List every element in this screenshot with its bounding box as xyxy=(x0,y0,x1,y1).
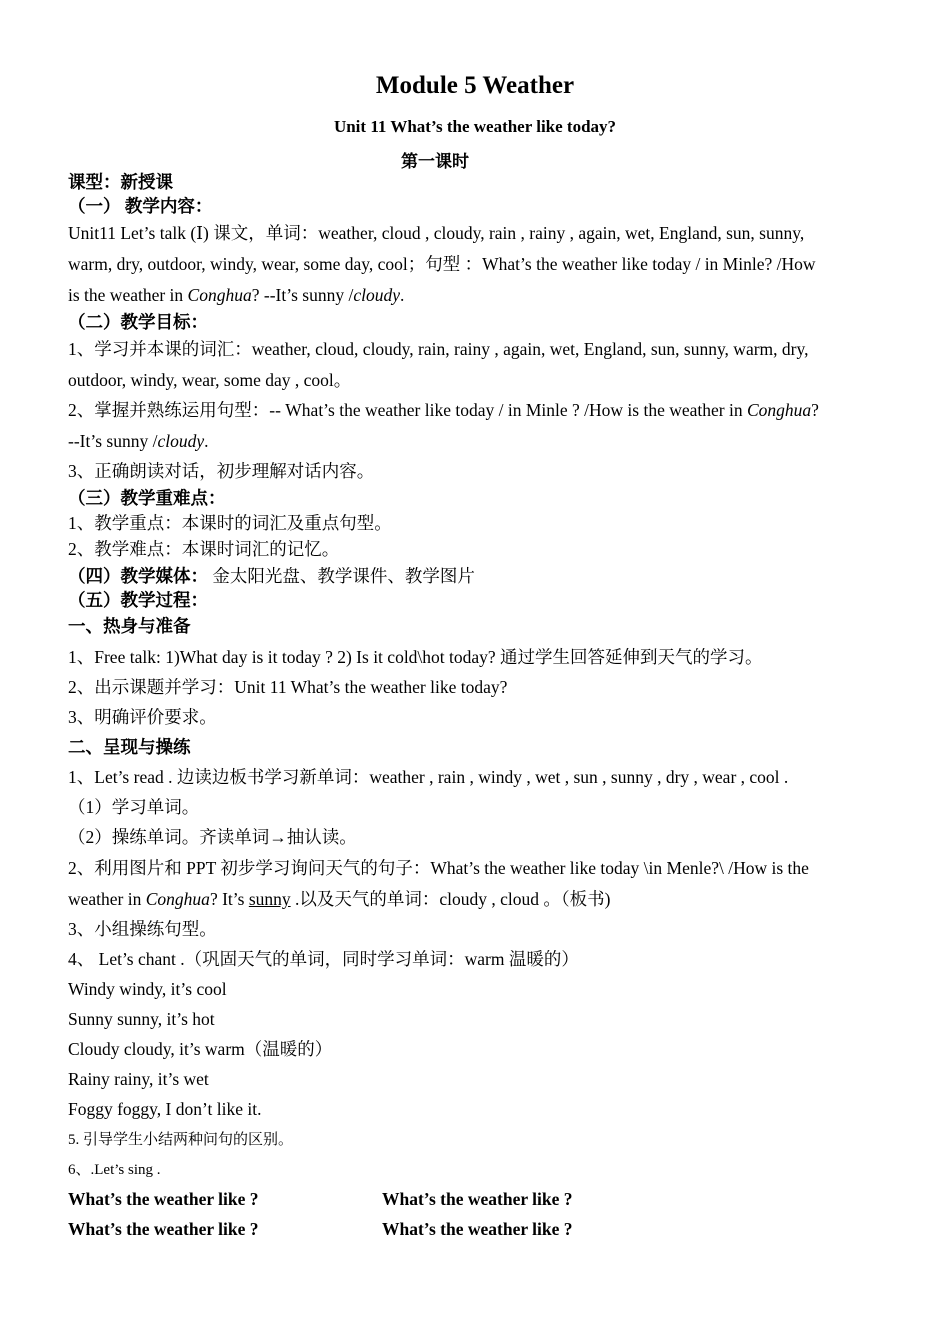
content-line: 1、Let’s read . 边读边板书学习新单词：weather , rain , windy , wet , sun , sunny , dry , wear , cool . xyxy=(68,767,789,787)
song-line: What’s the weather like ? xyxy=(68,1189,259,1209)
lesson-label: 第一课时 xyxy=(401,152,469,171)
song-line: What’s the weather like ? xyxy=(382,1219,573,1239)
section-heading: （五）教学过程： xyxy=(68,590,208,610)
section-heading: （一） 教学内容： xyxy=(68,196,213,216)
content-line: 2、教学难点：本课时词汇的记忆。 xyxy=(68,539,340,559)
content-line: 3、正确朗读对话，初步理解对话内容。 xyxy=(68,461,375,481)
module-title: Module 5 Weather xyxy=(375,72,575,99)
content-line: 3、小组操练句型。 xyxy=(68,919,217,939)
content-line: 2、利用图片和 PPT 初步学习询问天气的句子：What’s the weather like today \in Menle?\ /How is the xyxy=(68,858,809,878)
section-heading: （二）教学目标： xyxy=(68,312,208,332)
content-line: 2、出示课题并学习：Unit 11 What’s the weather like today? xyxy=(68,677,508,697)
content-line: outdoor, windy, wear, some day , cool。 xyxy=(68,370,352,390)
song-line: What’s the weather like ? xyxy=(382,1189,573,1209)
content-line: 2、掌握并熟练运用句型：-- What’s the weather like today / in Minle ? /How is the weather in Conghua? xyxy=(68,400,819,420)
content-line: --It’s sunny /cloudy. xyxy=(68,431,209,451)
chant-line: Windy windy, it’s cool xyxy=(68,979,227,999)
content-line: 1、教学重点：本课时的词汇及重点句型。 xyxy=(68,513,392,533)
content-line: warm, dry, outdoor, windy, wear, some day, cool；句型 ：What’s the weather like today / in Minle? /How xyxy=(68,254,816,274)
content-line: （2）操练单词。齐读单词→抽认读。 xyxy=(68,827,357,847)
section-heading: （四）教学媒体： 金太阳光盘、教学课件、教学图片 xyxy=(68,566,475,586)
song-line: What’s the weather like ? xyxy=(68,1219,259,1239)
content-line: 1、学习并本课的词汇：weather, cloud, cloudy, rain, rainy , again, wet, England, sun, sunny, warm, dry, xyxy=(68,339,809,359)
part-heading: 二、呈现与操练 xyxy=(68,737,191,757)
part-heading: 一、热身与准备 xyxy=(68,616,191,636)
chant-line: Rainy rainy, it’s wet xyxy=(68,1069,209,1089)
content-line: weather in Conghua? It’s sunny .以及天气的单词：cloudy , cloud 。（板书) xyxy=(68,889,611,909)
content-line: is the weather in Conghua? --It’s sunny /cloudy. xyxy=(68,285,405,305)
content-line: 4、 Let’s chant .（巩固天气的单词，同时学习单词：warm 温暖的） xyxy=(68,949,579,969)
course-type: 课型：新授课 xyxy=(68,172,173,192)
chant-line: Sunny sunny, it’s hot xyxy=(68,1009,215,1029)
chant-line: Cloudy cloudy, it’s warm（温暖的） xyxy=(68,1039,333,1059)
unit-title: Unit 11 What’s the weather like today? xyxy=(333,117,617,136)
chant-line: Foggy foggy, I don’t like it. xyxy=(68,1099,262,1119)
content-line: 3、明确评价要求。 xyxy=(68,707,217,727)
content-line: （1）学习单词。 xyxy=(68,797,200,817)
content-line: 1、Free talk: 1)What day is it today ? 2) Is it cold\hot today? 通过学生回答延伸到天气的学习。 xyxy=(68,647,763,667)
content-line: 5. 引导学生小结两种问句的区别。 xyxy=(68,1132,294,1148)
content-line: 6、.Let’s sing . xyxy=(68,1162,161,1178)
content-line: Unit11 Let’s talk (Ⅰ) 课文，单词：weather, cloud , cloudy, rain , rainy , again, wet, England, sun, sunny, xyxy=(68,223,805,243)
section-heading: （三）教学重难点： xyxy=(68,488,226,508)
